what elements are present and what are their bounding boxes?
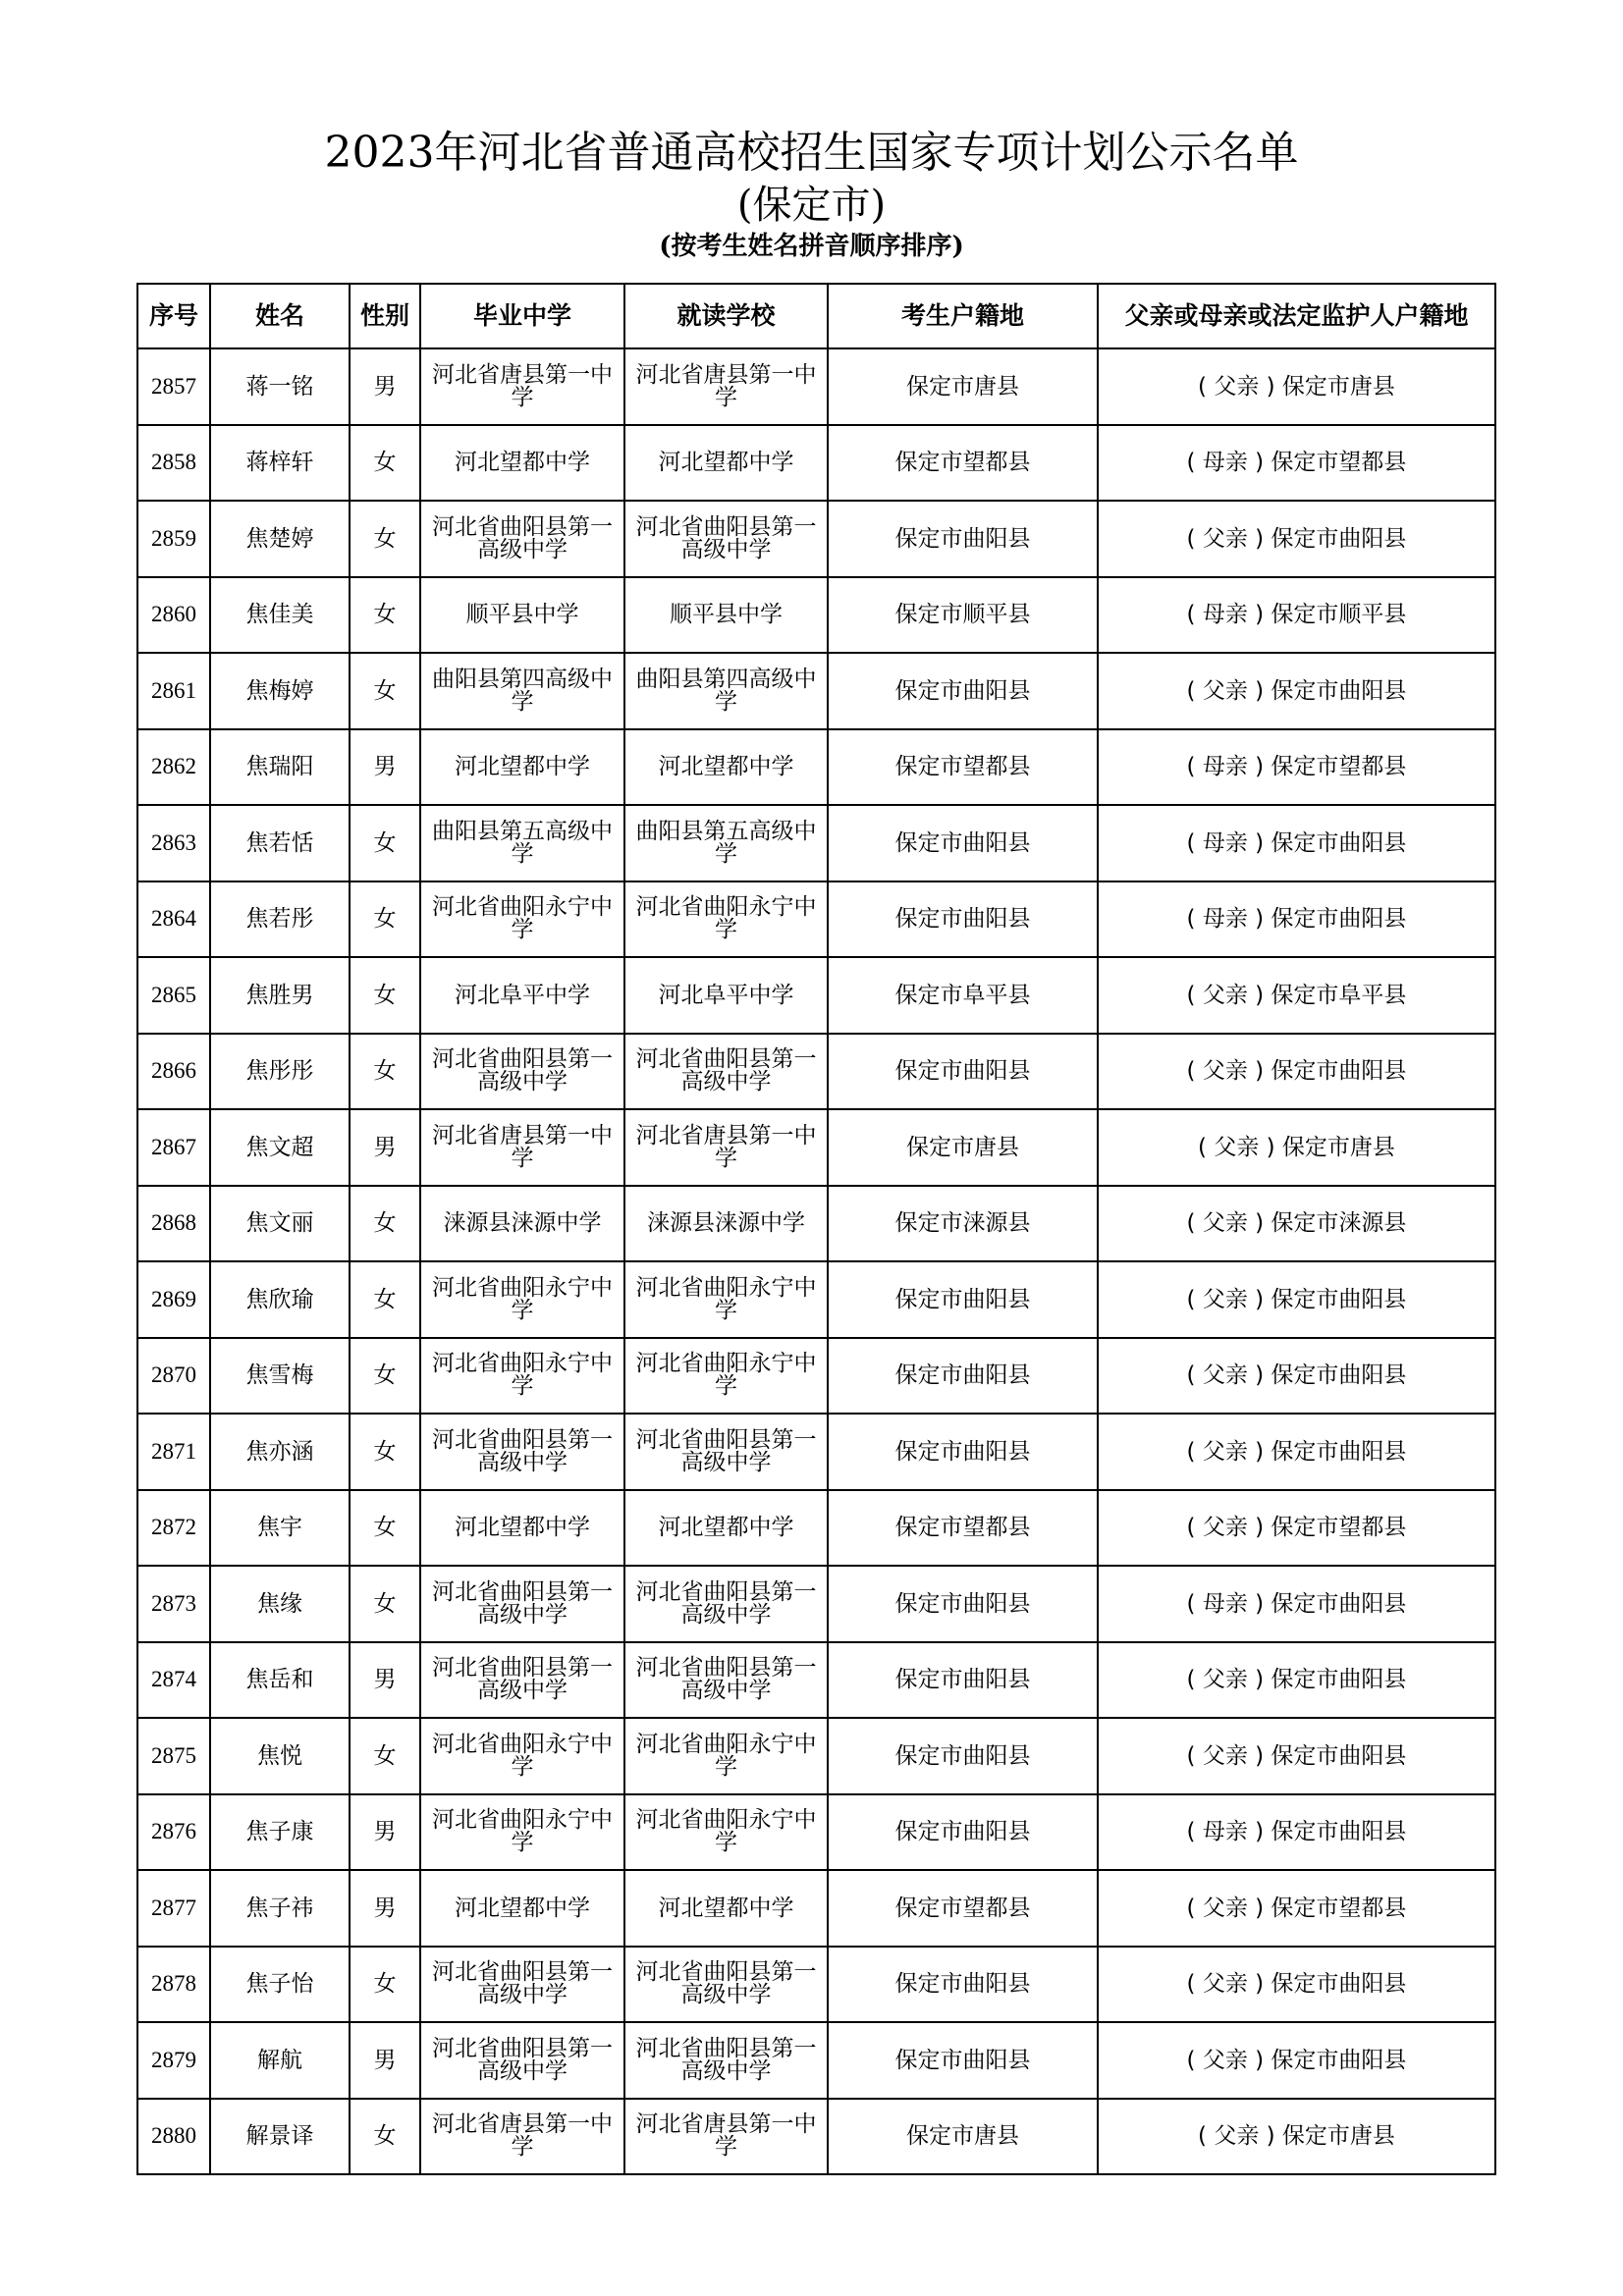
cell-name: 焦雪梅 (210, 1338, 350, 1415)
cell-residence: 保定市唐县 (828, 348, 1098, 425)
cell-no: 2880 (137, 2099, 210, 2175)
cell-name: 焦若恬 (210, 805, 350, 881)
cell-no: 2874 (137, 1642, 210, 1719)
cell-guardian: ( 父亲 ) 保定市望都县 (1098, 1490, 1495, 1567)
cell-current-school (624, 1794, 828, 1871)
cell-no: 2870 (137, 1338, 210, 1415)
cell-gender: 女 (350, 805, 420, 881)
cell-current-school-text: 河北省曲阳县第一高级中学 (635, 1578, 817, 1628)
cell-gender: 女 (350, 957, 420, 1034)
cell-gender: 男 (350, 1109, 420, 1186)
cell-guardian: ( 母亲 ) 保定市曲阳县 (1098, 881, 1495, 958)
cell-grad-school-text: 河北省曲阳县第一高级中学 (432, 1426, 613, 1475)
cell-guardian: ( 父亲 ) 保定市曲阳县 (1098, 1414, 1495, 1490)
cell-gender: 女 (350, 1261, 420, 1338)
cell-no: 2864 (137, 881, 210, 958)
table-row (137, 2022, 1495, 2099)
cell-current-school-text: 河北省曲阳永宁中学 (635, 1807, 817, 1856)
cell-grad-school (420, 348, 624, 425)
cell-residence: 保定市顺平县 (828, 577, 1098, 654)
table-row (137, 348, 1495, 425)
column-header-guardian: 父亲或母亲或法定监护人户籍地 (1098, 284, 1495, 348)
cell-guardian: ( 母亲 ) 保定市望都县 (1098, 729, 1495, 806)
cell-gender: 女 (350, 653, 420, 729)
cell-current-school-text: 曲阳县第四高级中学 (635, 666, 817, 715)
cell-grad-school (420, 1947, 624, 2023)
cell-current-school (624, 1870, 828, 1947)
cell-guardian: ( 父亲 ) 保定市曲阳县 (1098, 501, 1495, 577)
cell-current-school-text: 河北省曲阳永宁中学 (635, 1274, 817, 1323)
cell-grad-school-text: 河北省曲阳县第一高级中学 (432, 513, 613, 562)
table-row (137, 501, 1495, 577)
column-header-no: 序号 (137, 284, 210, 348)
cell-residence: 保定市曲阳县 (828, 1947, 1098, 2023)
cell-no: 2859 (137, 501, 210, 577)
cell-residence: 保定市涞源县 (828, 1186, 1098, 1262)
page-title: 2023年河北省普通高校招生国家专项计划公示名单 (324, 128, 1299, 178)
cell-name: 焦佳美 (210, 577, 350, 654)
cell-current-school-text: 河北阜平中学 (658, 982, 794, 1008)
cell-current-school (624, 425, 828, 502)
cell-guardian: ( 母亲 ) 保定市曲阳县 (1098, 805, 1495, 881)
cell-current-school (624, 653, 828, 729)
cell-guardian: ( 父亲 ) 保定市曲阳县 (1098, 1642, 1495, 1719)
cell-current-school-text: 涞源县涞源中学 (647, 1210, 805, 1237)
cell-no: 2868 (137, 1186, 210, 1262)
cell-no: 2871 (137, 1414, 210, 1490)
cell-current-school-text: 河北省曲阳县第一高级中学 (635, 1655, 817, 1704)
cell-grad-school-text: 河北省曲阳县第一高级中学 (432, 1578, 613, 1628)
cell-name: 解景译 (210, 2099, 350, 2175)
cell-current-school (624, 2022, 828, 2099)
cell-grad-school (420, 2099, 624, 2175)
cell-current-school-text: 河北望都中学 (658, 1515, 794, 1541)
cell-residence: 保定市望都县 (828, 729, 1098, 806)
cell-current-school-text: 河北省曲阳县第一高级中学 (635, 1959, 817, 2008)
cell-grad-school (420, 1034, 624, 1110)
cell-grad-school (420, 501, 624, 577)
cell-name: 焦子祎 (210, 1870, 350, 1947)
cell-no: 2858 (137, 425, 210, 502)
cell-grad-school-text: 河北省曲阳永宁中学 (432, 1351, 613, 1400)
cell-gender: 女 (350, 2099, 420, 2175)
cell-current-school (624, 729, 828, 806)
cell-current-school-text: 顺平县中学 (670, 602, 783, 628)
cell-grad-school-text: 河北省唐县第一中学 (432, 361, 613, 410)
cell-no: 2872 (137, 1490, 210, 1567)
cell-gender: 女 (350, 881, 420, 958)
cell-grad-school (420, 1261, 624, 1338)
cell-residence: 保定市曲阳县 (828, 881, 1098, 958)
cell-name: 解航 (210, 2022, 350, 2099)
cell-grad-school (420, 957, 624, 1034)
cell-gender: 男 (350, 1642, 420, 1719)
cell-gender: 女 (350, 1718, 420, 1794)
cell-grad-school (420, 577, 624, 654)
cell-guardian: ( 父亲 ) 保定市曲阳县 (1098, 2022, 1495, 2099)
cell-residence: 保定市曲阳县 (828, 1642, 1098, 1719)
cell-current-school (624, 501, 828, 577)
table-row (137, 1870, 1495, 1947)
cell-grad-school-text: 顺平县中学 (465, 602, 579, 628)
table-row (137, 1109, 1495, 1186)
cell-grad-school (420, 729, 624, 806)
cell-guardian: ( 父亲 ) 保定市曲阳县 (1098, 1947, 1495, 2023)
column-header-current-school: 就读学校 (624, 284, 828, 348)
cell-grad-school-text: 曲阳县第四高级中学 (432, 666, 613, 715)
cell-guardian: ( 母亲 ) 保定市顺平县 (1098, 577, 1495, 654)
cell-name: 焦亦涵 (210, 1414, 350, 1490)
cell-guardian: ( 父亲 ) 保定市曲阳县 (1098, 1261, 1495, 1338)
cell-no: 2869 (137, 1261, 210, 1338)
cell-no: 2878 (137, 1947, 210, 2023)
cell-grad-school (420, 881, 624, 958)
cell-name: 焦欣瑜 (210, 1261, 350, 1338)
cell-residence: 保定市阜平县 (828, 957, 1098, 1034)
cell-grad-school-text: 河北省曲阳县第一高级中学 (432, 1959, 613, 2008)
table-row (137, 1794, 1495, 1871)
cell-guardian: ( 父亲 ) 保定市望都县 (1098, 1870, 1495, 1947)
cell-grad-school-text: 河北省曲阳县第一高级中学 (432, 2035, 613, 2084)
cell-current-school-text: 河北省曲阳县第一高级中学 (635, 2035, 817, 2084)
cell-current-school (624, 577, 828, 654)
cell-grad-school-text: 河北阜平中学 (455, 982, 590, 1008)
cell-name: 焦悦 (210, 1718, 350, 1794)
cell-grad-school-text: 河北望都中学 (455, 1515, 590, 1541)
cell-current-school-text: 河北省曲阳县第一高级中学 (635, 1046, 817, 1095)
cell-gender: 男 (350, 1870, 420, 1947)
cell-current-school-text: 河北省曲阳县第一高级中学 (635, 1426, 817, 1475)
cell-current-school-text: 河北望都中学 (658, 450, 794, 476)
cell-current-school (624, 1947, 828, 2023)
cell-current-school (624, 881, 828, 958)
table-row (137, 1338, 1495, 1415)
table-row (137, 653, 1495, 729)
cell-current-school-text: 河北省唐县第一中学 (635, 2111, 817, 2161)
cell-name: 焦文丽 (210, 1186, 350, 1262)
cell-current-school (624, 1034, 828, 1110)
roster-table (136, 283, 1496, 2175)
cell-current-school-text: 河北省唐县第一中学 (635, 1122, 817, 1171)
cell-residence: 保定市曲阳县 (828, 501, 1098, 577)
column-header-grad-school: 毕业中学 (420, 284, 624, 348)
cell-no: 2857 (137, 348, 210, 425)
table-row (137, 1034, 1495, 1110)
cell-name: 焦彤彤 (210, 1034, 350, 1110)
cell-guardian: ( 母亲 ) 保定市望都县 (1098, 425, 1495, 502)
cell-gender: 男 (350, 729, 420, 806)
cell-gender: 女 (350, 501, 420, 577)
cell-guardian: ( 父亲 ) 保定市唐县 (1098, 1109, 1495, 1186)
cell-current-school (624, 805, 828, 881)
table-row (137, 881, 1495, 958)
cell-current-school-text: 曲阳县第五高级中学 (635, 818, 817, 867)
table-row (137, 1642, 1495, 1719)
cell-no: 2873 (137, 1566, 210, 1642)
cell-grad-school (420, 2022, 624, 2099)
table-row (137, 805, 1495, 881)
cell-grad-school-text: 河北省曲阳永宁中学 (432, 1731, 613, 1780)
table-row (137, 1186, 1495, 1262)
cell-guardian: ( 父亲 ) 保定市涞源县 (1098, 1186, 1495, 1262)
cell-gender: 女 (350, 1414, 420, 1490)
cell-grad-school (420, 1566, 624, 1642)
cell-residence: 保定市望都县 (828, 1870, 1098, 1947)
cell-residence: 保定市曲阳县 (828, 653, 1098, 729)
cell-residence: 保定市望都县 (828, 1490, 1098, 1567)
cell-residence: 保定市曲阳县 (828, 1414, 1098, 1490)
cell-no: 2860 (137, 577, 210, 654)
cell-grad-school (420, 425, 624, 502)
table-row (137, 729, 1495, 806)
cell-name: 焦子康 (210, 1794, 350, 1871)
cell-gender: 男 (350, 2022, 420, 2099)
column-header-name: 姓名 (210, 284, 350, 348)
cell-name: 焦若彤 (210, 881, 350, 958)
cell-gender: 女 (350, 1338, 420, 1415)
cell-name: 焦子怡 (210, 1947, 350, 2023)
cell-gender: 女 (350, 1566, 420, 1642)
cell-grad-school-text: 河北省唐县第一中学 (432, 1122, 613, 1171)
cell-current-school (624, 1490, 828, 1567)
cell-no: 2866 (137, 1034, 210, 1110)
cell-gender: 男 (350, 348, 420, 425)
cell-grad-school (420, 1414, 624, 1490)
cell-current-school (624, 957, 828, 1034)
table-header-row (137, 284, 1495, 348)
cell-grad-school (420, 1718, 624, 1794)
cell-grad-school (420, 1490, 624, 1567)
cell-residence: 保定市曲阳县 (828, 805, 1098, 881)
cell-no: 2867 (137, 1109, 210, 1186)
cell-grad-school-text: 曲阳县第五高级中学 (432, 818, 613, 867)
table-row (137, 1718, 1495, 1794)
cell-current-school (624, 1718, 828, 1794)
cell-no: 2862 (137, 729, 210, 806)
cell-name: 蒋梓轩 (210, 425, 350, 502)
cell-residence: 保定市望都县 (828, 425, 1098, 502)
table-row (137, 1566, 1495, 1642)
cell-name: 焦文超 (210, 1109, 350, 1186)
cell-grad-school (420, 1186, 624, 1262)
cell-no: 2879 (137, 2022, 210, 2099)
cell-residence: 保定市唐县 (828, 1109, 1098, 1186)
table-row (137, 1947, 1495, 2023)
cell-grad-school-text: 河北省曲阳县第一高级中学 (432, 1046, 613, 1095)
cell-current-school-text: 河北省曲阳永宁中学 (635, 1351, 817, 1400)
cell-grad-school-text: 河北省曲阳永宁中学 (432, 894, 613, 943)
cell-guardian: ( 父亲 ) 保定市曲阳县 (1098, 1718, 1495, 1794)
cell-grad-school (420, 1109, 624, 1186)
cell-no: 2863 (137, 805, 210, 881)
cell-name: 焦瑞阳 (210, 729, 350, 806)
cell-name: 焦梅婷 (210, 653, 350, 729)
cell-no: 2876 (137, 1794, 210, 1871)
cell-no: 2877 (137, 1870, 210, 1947)
cell-guardian: ( 父亲 ) 保定市唐县 (1098, 2099, 1495, 2175)
table-row (137, 2099, 1495, 2175)
cell-current-school (624, 1566, 828, 1642)
table-row (137, 957, 1495, 1034)
cell-guardian: ( 父亲 ) 保定市唐县 (1098, 348, 1495, 425)
cell-grad-school-text: 河北省曲阳永宁中学 (432, 1807, 613, 1856)
cell-name: 焦胜男 (210, 957, 350, 1034)
table-body (137, 348, 1495, 2174)
cell-no: 2875 (137, 1718, 210, 1794)
cell-current-school (624, 348, 828, 425)
cell-current-school (624, 1338, 828, 1415)
cell-current-school-text: 河北省唐县第一中学 (635, 361, 817, 410)
cell-grad-school-text: 河北省唐县第一中学 (432, 2111, 613, 2161)
cell-guardian: ( 父亲 ) 保定市曲阳县 (1098, 1338, 1495, 1415)
cell-grad-school (420, 1870, 624, 1947)
cell-name: 蒋一铭 (210, 348, 350, 425)
cell-guardian: ( 父亲 ) 保定市阜平县 (1098, 957, 1495, 1034)
cell-grad-school-text: 河北省曲阳永宁中学 (432, 1274, 613, 1323)
cell-grad-school (420, 1794, 624, 1871)
table-row (137, 1414, 1495, 1490)
cell-current-school (624, 2099, 828, 2175)
page-subtitle: (保定市) (736, 183, 887, 228)
cell-grad-school (420, 805, 624, 881)
cell-current-school (624, 1642, 828, 1719)
table-row (137, 425, 1495, 502)
cell-current-school-text: 河北省曲阳永宁中学 (635, 1731, 817, 1780)
cell-gender: 女 (350, 1490, 420, 1567)
column-header-residence: 考生户籍地 (828, 284, 1098, 348)
cell-current-school-text: 河北望都中学 (658, 754, 794, 780)
cell-gender: 女 (350, 425, 420, 502)
cell-guardian: ( 父亲 ) 保定市曲阳县 (1098, 653, 1495, 729)
cell-residence: 保定市曲阳县 (828, 1034, 1098, 1110)
cell-current-school (624, 1186, 828, 1262)
cell-residence: 保定市曲阳县 (828, 1338, 1098, 1415)
cell-current-school (624, 1414, 828, 1490)
cell-current-school (624, 1109, 828, 1186)
cell-gender: 女 (350, 1034, 420, 1110)
cell-grad-school (420, 1642, 624, 1719)
cell-current-school-text: 河北望都中学 (658, 1895, 794, 1921)
cell-guardian: ( 母亲 ) 保定市曲阳县 (1098, 1794, 1495, 1871)
table-row (137, 1490, 1495, 1567)
cell-name: 焦岳和 (210, 1642, 350, 1719)
cell-current-school-text: 河北省曲阳永宁中学 (635, 894, 817, 943)
cell-grad-school (420, 653, 624, 729)
cell-residence: 保定市唐县 (828, 2099, 1098, 2175)
cell-name: 焦缘 (210, 1566, 350, 1642)
cell-gender: 女 (350, 1947, 420, 2023)
cell-no: 2865 (137, 957, 210, 1034)
cell-grad-school-text: 河北望都中学 (455, 754, 590, 780)
cell-guardian: ( 父亲 ) 保定市曲阳县 (1098, 1034, 1495, 1110)
cell-current-school (624, 1261, 828, 1338)
cell-grad-school-text: 河北省曲阳县第一高级中学 (432, 1655, 613, 1704)
column-header-gender: 性别 (350, 284, 420, 348)
cell-gender: 女 (350, 577, 420, 654)
cell-gender: 女 (350, 1186, 420, 1262)
cell-current-school-text: 河北省曲阳县第一高级中学 (635, 513, 817, 562)
table-row (137, 577, 1495, 654)
cell-residence: 保定市曲阳县 (828, 1718, 1098, 1794)
cell-guardian: ( 母亲 ) 保定市曲阳县 (1098, 1566, 1495, 1642)
cell-grad-school-text: 河北望都中学 (455, 450, 590, 476)
cell-name: 焦宇 (210, 1490, 350, 1567)
cell-residence: 保定市曲阳县 (828, 1261, 1098, 1338)
table-row (137, 1261, 1495, 1338)
cell-no: 2861 (137, 653, 210, 729)
cell-residence: 保定市曲阳县 (828, 1566, 1098, 1642)
cell-grad-school (420, 1338, 624, 1415)
cell-residence: 保定市曲阳县 (828, 1794, 1098, 1871)
cell-gender: 男 (350, 1794, 420, 1871)
cell-grad-school-text: 河北望都中学 (455, 1895, 590, 1921)
cell-residence: 保定市曲阳县 (828, 2022, 1098, 2099)
cell-name: 焦楚婷 (210, 501, 350, 577)
cell-grad-school-text: 涞源县涞源中学 (443, 1210, 602, 1237)
sort-note: (按考生姓名拼音顺序排序) (659, 232, 964, 261)
